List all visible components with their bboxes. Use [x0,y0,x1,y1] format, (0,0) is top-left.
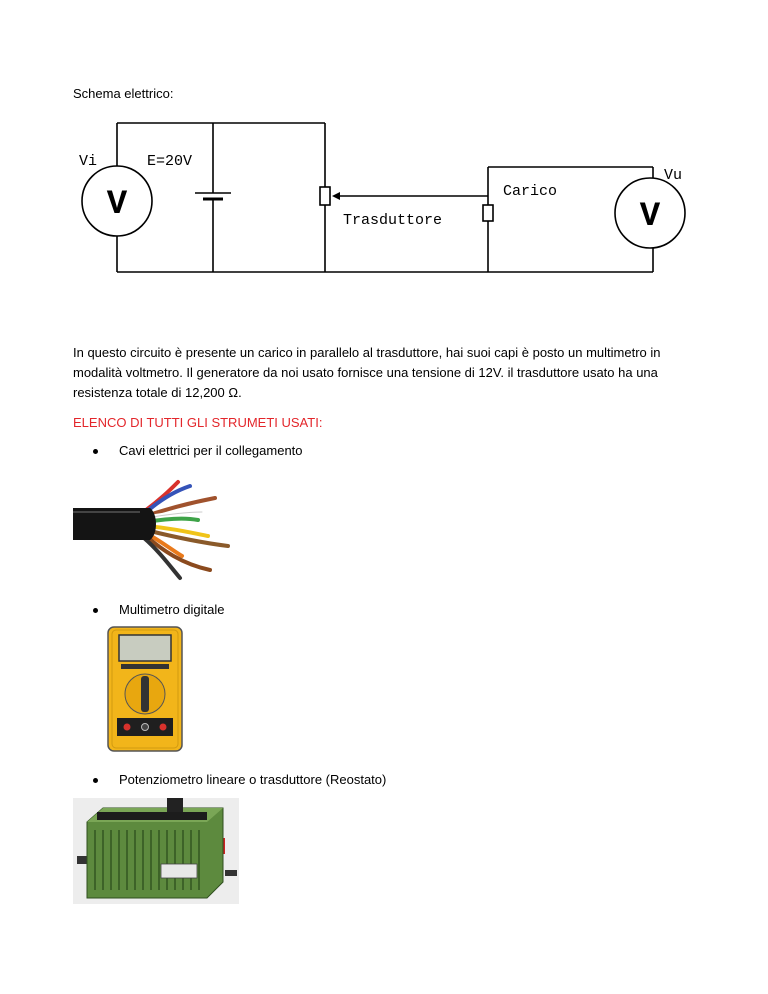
list-heading: ELENCO DI TUTTI GLI STRUMETI USATI: [73,415,323,430]
battery-icon [195,193,231,199]
paragraph-line: resistenza totale di 12,200 Ω. [73,385,242,400]
circuit-diagram [70,115,690,280]
load-resistor-icon [483,205,493,221]
list-item-label: Cavi elettrici per il collegamento [119,443,303,458]
list-item-label: Potenziometro lineare o trasduttore (Reostato) [119,772,387,787]
wiper-arrow-icon [332,192,340,200]
paragraph-line: In questo circuito è presente un carico in parallelo al trasduttore, hai suoi capi è posto un multimetro in [73,345,661,360]
description-paragraph [73,343,713,403]
bullet-icon [93,778,98,783]
reostato-image [73,798,239,904]
label-vi: Vi [79,153,98,170]
paragraph-line: modalità voltmetro. Il generatore da noi usato fornisce una tensione di 12V. il trasduttore usato ha una [73,365,658,380]
voltmeter-vu-symbol: V [639,198,661,236]
label-e: E=20V [147,153,193,170]
cable-image [70,478,240,586]
multimeter-image [107,626,183,752]
section-title: Schema elettrico: [73,86,174,101]
label-trasduttore: Trasduttore [343,212,443,229]
voltmeter-vi-symbol: V [106,186,128,224]
bullet-icon [93,608,98,613]
list-item-label: Multimetro digitale [119,602,225,617]
potentiometer-icon [320,187,330,205]
label-carico: Carico [503,183,558,200]
label-vu: Vu [664,167,683,184]
bullet-icon [93,449,98,454]
